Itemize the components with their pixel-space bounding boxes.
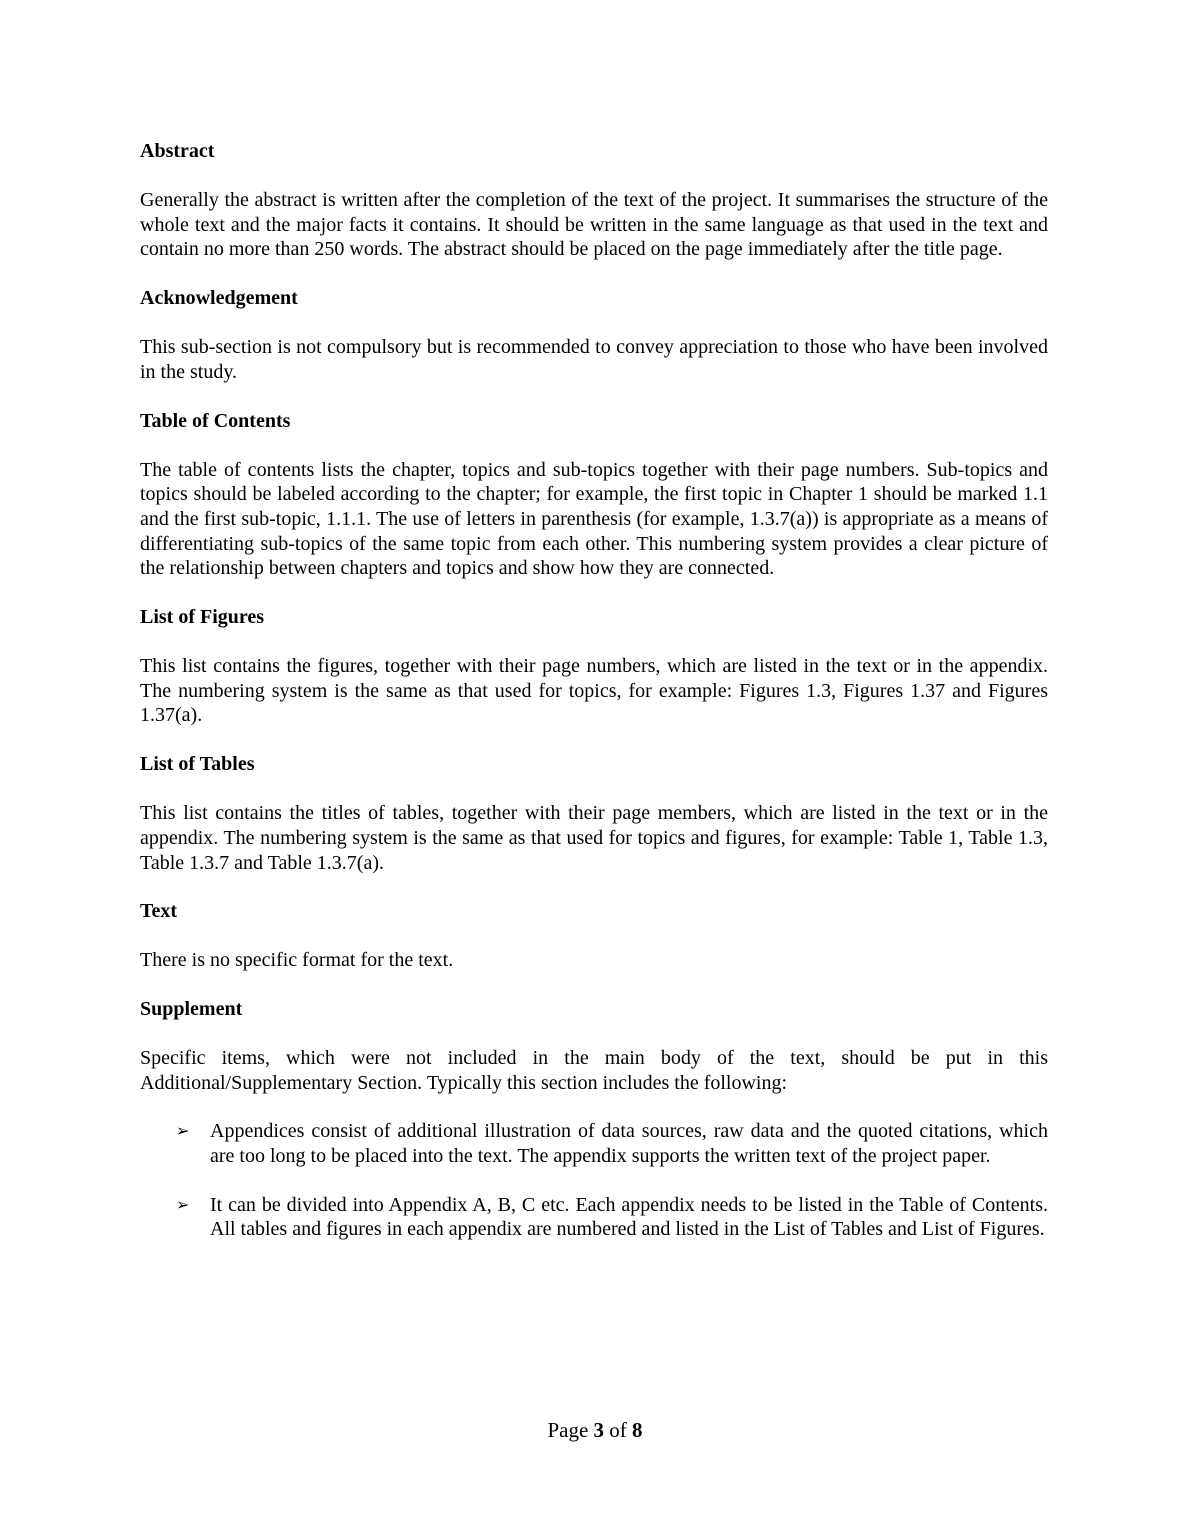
section-body-abstract: Generally the abstract is written after the completion of the text of the project. It summarises the structure of the whole text and the major facts it contains. It should be written in the same language as that used in the text and contain no more than 250 words. The abstract should be placed on the page immediately after the title page.	[140, 189, 1048, 261]
section-heading-list-of-figures: List of Figures	[140, 606, 265, 629]
section-heading-abstract: Abstract	[140, 140, 215, 162]
section-heading-acknowledgement: Acknowledgement	[140, 287, 298, 310]
page-word: Page	[547, 1418, 589, 1442]
total-page-count: 8	[632, 1418, 643, 1442]
current-page-number: 3	[593, 1418, 605, 1442]
arrowhead-bullet-icon: ➢	[176, 1194, 190, 1214]
section-body-list-of-figures: This list contains the figures, together with their page numbers, which are listed in the text or in the appendix. The numbering system is the same as that used for topics, for example: Figures 1.3, Figures 1.37 and Figures 1.37(a).	[140, 655, 1048, 727]
supplement-bullet-list	[140, 1119, 1048, 1242]
document-page	[140, 139, 1048, 1266]
section-heading-text: Text	[140, 900, 178, 923]
list-item-text: It can be divided into Appendix A, B, C etc. Each appendix needs to be listed in the Table of Contents. All tables and figures in each appendix are numbered and listed in the List of Tables and List of Figures.	[210, 1193, 1048, 1241]
section-body-text: There is no specific format for the text.	[140, 949, 454, 972]
section-body-acknowledgement: This sub-section is not compulsory but is recommended to convey appreciation to those who have been involved in the study.	[140, 336, 1048, 383]
list-item	[140, 1193, 1048, 1242]
of-word: of	[609, 1418, 627, 1442]
list-item	[140, 1119, 1048, 1168]
section-body-list-of-tables: This list contains the titles of tables, together with their page members, which are listed in the text or in the appendix. The numbering system is the same as that used for topics and figures, for example: Table 1, Table 1.3, Table 1.3.7 and Table 1.3.7(a).	[140, 802, 1048, 874]
section-heading-table-of-contents: Table of Contents	[140, 409, 291, 432]
section-body-supplement: Specific items, which were not included in the main body of the text, should be put in this Additional/Supplementary Section. Typically this section includes the following:	[140, 1046, 1048, 1094]
section-heading-supplement: Supplement	[140, 997, 243, 1020]
list-item-text: Appendices consist of additional illustration of data sources, raw data and the quoted citations, which are too long to be placed into the text. The appendix supports the written text of the project paper.	[210, 1120, 1048, 1168]
section-heading-list-of-tables: List of Tables	[140, 753, 255, 776]
section-body-table-of-contents: The table of contents lists the chapter, topics and sub-topics together with their page numbers. Sub-topics and topics should be labeled according to the chapter; for example, the first topic in Chapter 1 should be marked 1.1 and the first sub-topic, 1.1.1. The use of letters in parenthesis (for example, 1.3.7(a)) is appropriate as a means of differentiating sub-topics of the same topic from each other. This numbering system provides a clear picture of the relationship between chapters and topics and show how they are connected.	[140, 458, 1048, 580]
page-footer	[0, 1416, 1190, 1444]
arrowhead-bullet-icon: ➢	[176, 1121, 190, 1141]
